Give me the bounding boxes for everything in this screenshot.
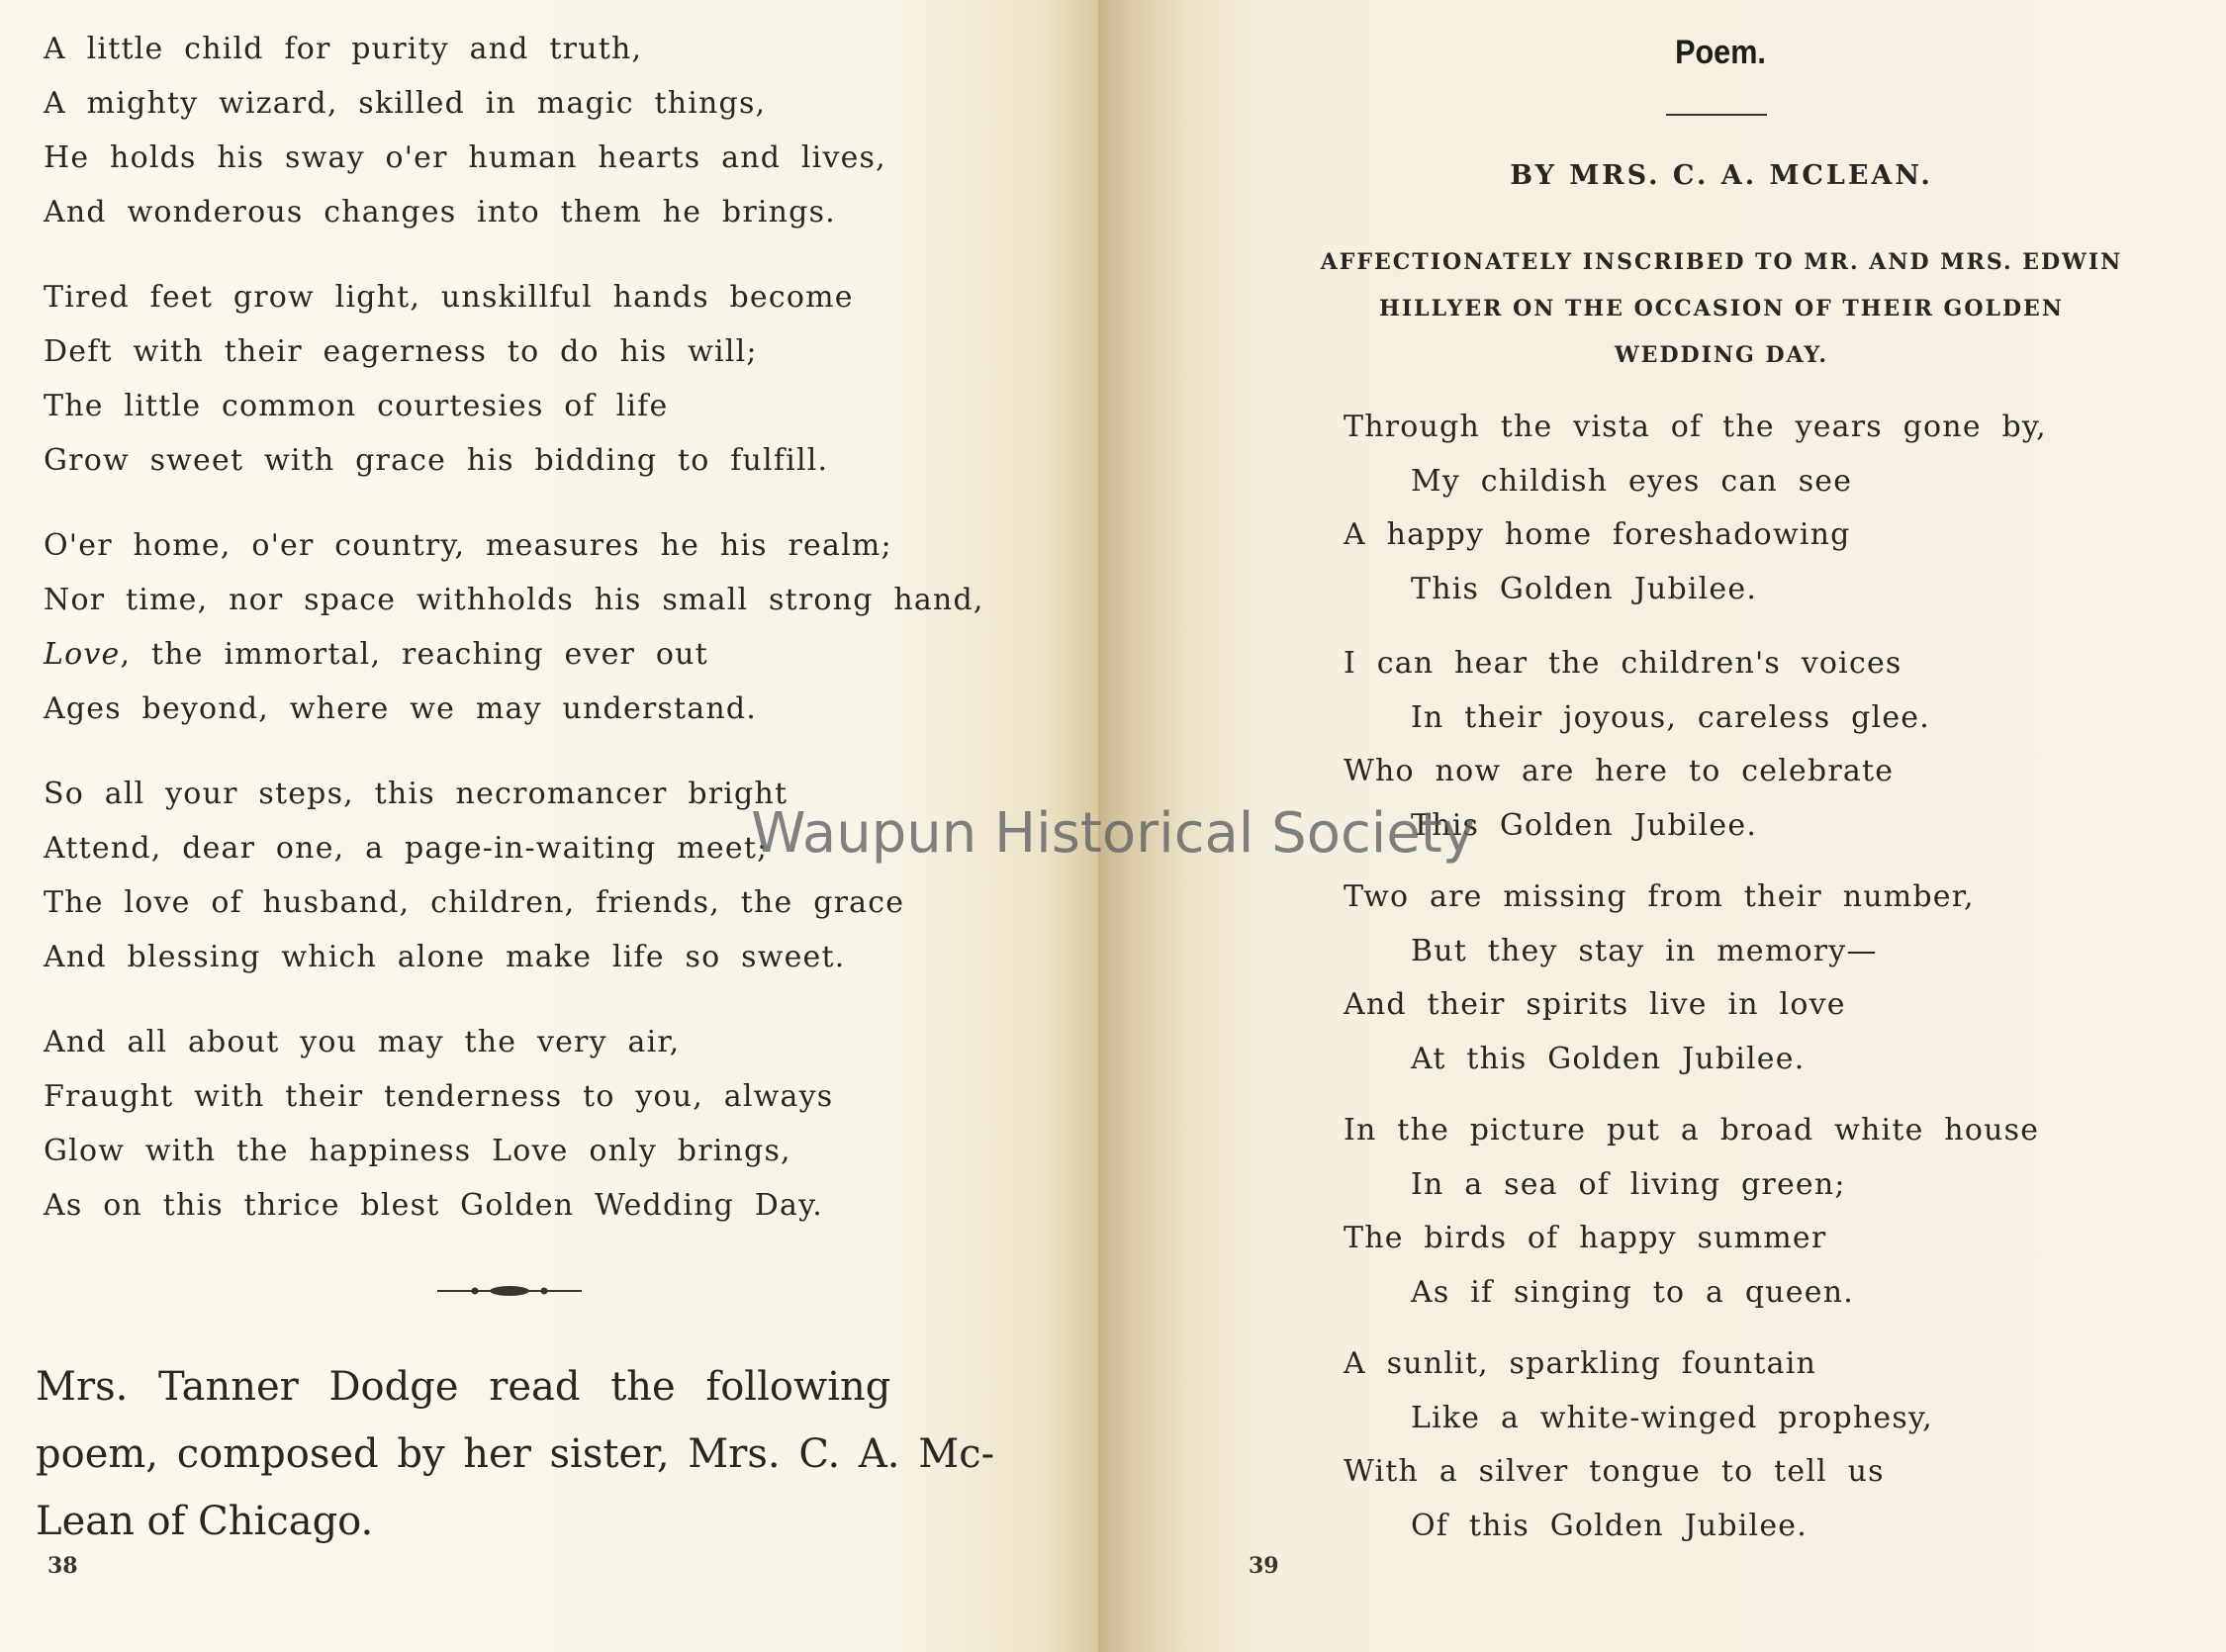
poem-title: Poem. [1675, 34, 1766, 71]
poem-line: Grow sweet with grace his bidding to fulfill. [44, 443, 829, 478]
poem-line: A happy home foreshadowing [1344, 517, 1851, 552]
page-number-left: 38 [47, 1553, 78, 1579]
intro-paragraph [36, 1353, 995, 1555]
page-number-right: 39 [1249, 1553, 1279, 1579]
dedication-line: WEDDING DAY. [1614, 342, 1829, 368]
right-stanza-3 [1344, 871, 1975, 1086]
right-stanza-4 [1344, 1104, 2039, 1320]
poem-line-love [44, 627, 984, 682]
poem-line: In the picture put a broad white house [1344, 1113, 2040, 1147]
poem-line: And wonderous changes into them he brings. [44, 195, 836, 229]
poem-line: Of this Golden Jubilee. [1411, 1508, 1808, 1543]
love-line-rest: , the immortal, reaching ever out [120, 637, 708, 672]
right-stanza-5 [1344, 1337, 1933, 1553]
poem-line: Ages beyond, where we may understand. [44, 691, 758, 726]
watermark: Waupun Historical Society [751, 801, 1475, 866]
prose-line: Mrs. Tanner Dodge read the following [36, 1364, 891, 1410]
dedication-line: AFFECTIONATELY INSCRIBED TO MR. AND MRS. EDWIN [1320, 249, 2123, 275]
poem-line: A sunlit, sparkling fountain [1344, 1346, 1817, 1381]
poem-line: My childish eyes can see [1411, 463, 1853, 499]
poem-line: In their joyous, careless glee. [1411, 699, 1930, 735]
poem-line: As if singing to a queen. [1411, 1274, 1854, 1310]
poem-line: The love of husband, children, friends, the grace [44, 885, 905, 920]
poem-line: He holds his sway o'er human hearts and lives, [44, 140, 886, 175]
poem-line: Two are missing from their number, [1344, 879, 1975, 914]
poem-line: The birds of happy summer [1344, 1221, 1827, 1255]
poem-line: Through the vista of the years gone by, [1344, 410, 2047, 444]
poem-line: Fraught with their tenderness to you, always [44, 1079, 834, 1114]
poem-line: This Golden Jubilee. [1411, 807, 1758, 843]
dedication [1237, 239, 2206, 379]
love-italic: Love [44, 637, 121, 672]
right-stanza-1 [1344, 401, 2047, 616]
poem-line: A mighty wizard, skilled in magic things, [44, 86, 767, 121]
poem-line: And their spirits live in love [1344, 987, 1846, 1022]
poem-line: Attend, dear one, a page-in-waiting meet; [44, 831, 769, 866]
left-stanza-2 [44, 270, 854, 488]
poem-line: I can hear the children's voices [1344, 646, 1902, 681]
poem-line: And blessing which alone make life so sweet. [44, 940, 846, 974]
ornament-divider [435, 1276, 584, 1306]
dedication-line: HILLYER ON THE OCCASION OF THEIR GOLDEN [1379, 296, 2064, 321]
poem-line: Glow with the happiness Love only brings, [44, 1134, 791, 1168]
left-stanza-4 [44, 767, 904, 984]
poem-line: In a sea of living green; [1411, 1166, 1846, 1202]
left-stanza-1 [44, 22, 886, 239]
poem-line: At this Golden Jubilee. [1411, 1041, 1806, 1076]
poem-line: As on this thrice blest Golden Wedding Day. [44, 1188, 824, 1223]
poem-line: And all about you may the very air, [44, 1025, 681, 1059]
poem-line: This Golden Jubilee. [1411, 571, 1758, 606]
poem-line: Deft with their eagerness to do his will; [44, 334, 758, 369]
poem-line: The little common courtesies of life [44, 389, 669, 423]
byline: BY MRS. C. A. MCLEAN. [1510, 160, 1933, 191]
title-rule [1666, 114, 1767, 116]
poem-line: Who now are here to celebrate [1344, 754, 1895, 788]
poem-line: O'er home, o'er country, measures he his realm; [44, 528, 892, 563]
poem-line: Like a white-winged prophesy, [1411, 1400, 1933, 1435]
left-stanza-5 [44, 1015, 833, 1233]
poem-line: Tired feet grow light, unskillful hands become [44, 280, 854, 315]
poem-line: But they stay in memory— [1411, 933, 1878, 968]
prose-line: poem, composed by her sister, Mrs. C. A. Mc- [36, 1431, 995, 1477]
poem-line: Nor time, nor space withholds his small strong hand, [44, 583, 984, 617]
poem-line: So all your steps, this necromancer bright [44, 777, 788, 811]
left-stanza-3 [44, 518, 984, 736]
poem-line: With a silver tongue to tell us [1344, 1454, 1885, 1489]
poem-line: A little child for purity and truth, [44, 32, 643, 66]
prose-line: Lean of Chicago. [36, 1499, 374, 1544]
